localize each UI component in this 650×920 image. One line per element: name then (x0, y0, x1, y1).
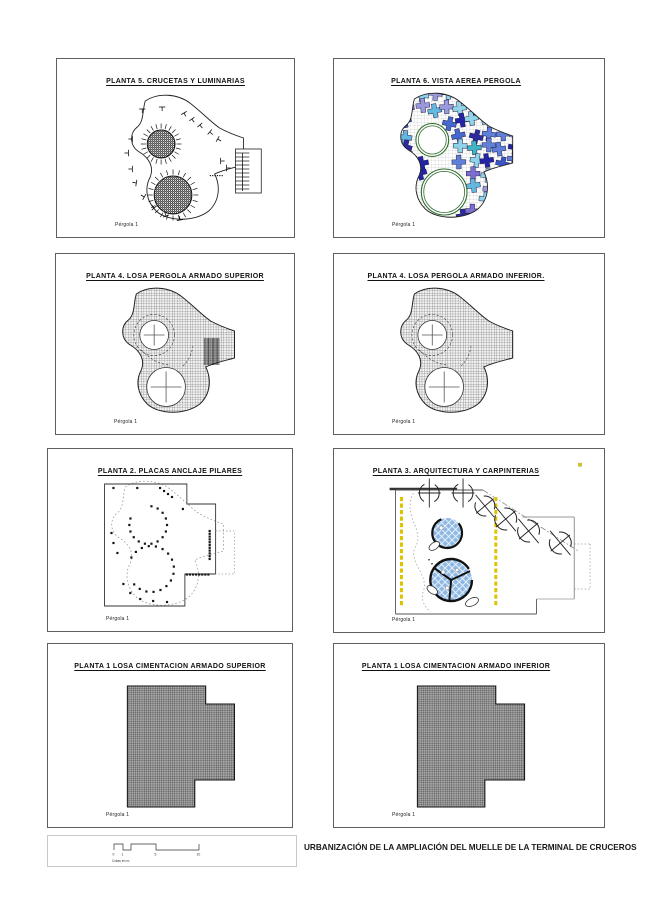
scale-caption: Cotas en m. (112, 859, 131, 863)
scale-tick-1: 1 (121, 852, 124, 857)
pergola-label: Pérgola 1 (392, 419, 416, 425)
sheet-title: URBANIZACIÓN DE LA AMPLIACIÓN DEL MUELLE DE LA TERMINAL DE CRUCEROS (304, 842, 637, 852)
pergola-label: Pérgola 1 (106, 616, 130, 622)
panel-planta-5-crucetas (56, 58, 295, 238)
scale-tick-0: 0 (112, 852, 115, 857)
scale-bar-profile (114, 844, 199, 850)
drawing-planta-4-superior (56, 254, 294, 434)
panel-planta-1-superior (47, 643, 293, 828)
pergola-label: Pérgola 1 (114, 419, 138, 425)
panel-planta-3-arquitectura (333, 448, 605, 633)
panel-planta-1-inferior (333, 643, 605, 828)
panel-title: PLANTA 5. CRUCETAS Y LUMINARIAS (106, 78, 245, 85)
panel-title: PLANTA 3. ARQUITECTURA Y CARPINTERIAS (372, 468, 540, 475)
pergola-label: Pérgola 1 (392, 812, 416, 818)
pergola-label: Pérgola 1 (392, 222, 416, 228)
panel-title: PLANTA 1 LOSA CIMENTACION ARMADO INFERIOR (361, 663, 551, 670)
panel-planta-2-placas (47, 448, 293, 632)
panel-title: PLANTA 1 LOSA CIMENTACION ARMADO SUPERIOR (74, 663, 266, 670)
drawing-planta-6 (334, 59, 604, 237)
scale-tick-5: 5 (154, 852, 157, 857)
panel-planta-6-vista-aerea (333, 58, 605, 238)
panel-planta-4-inferior (333, 253, 605, 435)
scale-tick-10: 10 (196, 852, 201, 857)
panel-title: PLANTA 4. LOSA PERGOLA ARMADO SUPERIOR (86, 273, 264, 280)
panel-planta-4-superior (55, 253, 295, 435)
drawing-planta-2 (48, 449, 292, 631)
pergola-label: Pérgola 1 (115, 222, 139, 228)
pergola-label: Pérgola 1 (392, 617, 416, 623)
panel-title: PLANTA 6. VISTA AEREA PERGOLA (391, 78, 521, 85)
drawing-planta-1-superior (48, 644, 292, 827)
pergola-label: Pérgola 1 (106, 812, 130, 818)
drawing-planta-5 (57, 59, 294, 237)
drawing-planta-3 (334, 449, 604, 632)
scale-bar-box (47, 835, 297, 867)
panel-title: PLANTA 2. PLACAS ANCLAJE PILARES (97, 468, 243, 475)
scale-bar (48, 836, 296, 866)
drawing-planta-1-inferior (334, 644, 604, 827)
drawing-planta-4-inferior (334, 254, 604, 434)
panel-title: PLANTA 4. LOSA PERGOLA ARMADO INFERIOR. (367, 273, 545, 280)
